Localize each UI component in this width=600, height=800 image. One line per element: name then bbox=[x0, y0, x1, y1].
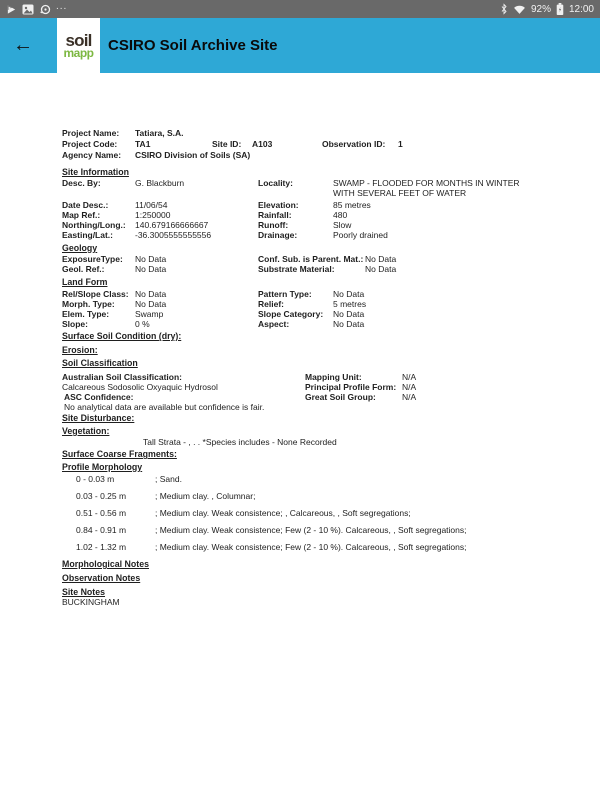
field-label: ASC Confidence: bbox=[64, 392, 134, 402]
layer-depth: 0.03 - 0.25 m bbox=[76, 491, 127, 501]
wifi-icon bbox=[513, 4, 526, 15]
field-value: No Data bbox=[365, 254, 397, 264]
soil-classification-heading: Soil Classification bbox=[62, 358, 138, 368]
morphology-layer-row bbox=[62, 542, 582, 553]
logo-text-soil: soil bbox=[65, 30, 92, 50]
clock-label: 12:00 bbox=[568, 3, 594, 15]
field-label: Aspect: bbox=[258, 319, 290, 329]
back-button[interactable]: ← bbox=[13, 34, 33, 56]
field-value: 11/06/54 bbox=[135, 200, 168, 210]
field-label: Runoff: bbox=[258, 220, 289, 230]
layer-description: ; Medium clay. , Columnar; bbox=[155, 491, 256, 501]
field-label: Pattern Type: bbox=[258, 289, 312, 299]
status-bar-left bbox=[6, 1, 68, 15]
vegetation-row bbox=[62, 437, 582, 448]
field-value: 0 % bbox=[135, 319, 150, 329]
field-value: 1:250000 bbox=[135, 210, 171, 220]
field-value: Tall Strata - , . . *Species includes - None Recorded bbox=[143, 437, 337, 447]
field-label: Project Code: bbox=[62, 139, 118, 149]
app-bar bbox=[0, 18, 600, 73]
morphology-layer-row bbox=[62, 491, 582, 502]
soilmapp-logo bbox=[57, 18, 100, 73]
field-label: Principal Profile Form: bbox=[305, 382, 397, 392]
field-value: No Data bbox=[365, 264, 397, 274]
soil-report-document bbox=[0, 73, 600, 800]
layer-depth: 1.02 - 1.32 m bbox=[76, 542, 127, 552]
layer-depth: 0.51 - 0.56 m bbox=[76, 508, 127, 518]
field-value: TA1 bbox=[135, 139, 151, 149]
field-label: Desc. By: bbox=[62, 178, 101, 188]
layer-description: ; Medium clay. Weak consistence; Few (2 - 10 %). Calcareous, , Soft segregations; bbox=[155, 542, 467, 552]
logo-text-mapp: mapp bbox=[63, 45, 94, 60]
battery-percent-label: 92% bbox=[530, 3, 551, 15]
field-value: 5 metres bbox=[333, 299, 367, 309]
geology-heading: Geology bbox=[62, 243, 98, 253]
profile-morphology-heading: Profile Morphology bbox=[62, 462, 143, 472]
field-label: Locality: bbox=[258, 178, 293, 188]
image-notification-icon bbox=[22, 4, 34, 15]
field-value: 480 bbox=[333, 210, 348, 220]
field-value: No Data bbox=[333, 309, 365, 319]
field-value: N/A bbox=[402, 372, 417, 382]
status-bar-right bbox=[500, 3, 594, 15]
field-value: Tatiara, S.A. bbox=[135, 128, 184, 138]
morphology-layer-row bbox=[62, 474, 582, 485]
field-value: A103 bbox=[252, 139, 273, 149]
battery-icon bbox=[556, 3, 564, 15]
field-value: No analytical data are available but confidence is fair. bbox=[64, 402, 265, 412]
morphological-notes-heading: Morphological Notes bbox=[62, 559, 149, 569]
field-value: SWAMP - FLOODED FOR MONTHS IN WINTER bbox=[333, 178, 520, 188]
field-value: G. Blackburn bbox=[135, 178, 185, 188]
field-label: Rel/Slope Class: bbox=[62, 289, 129, 299]
site-notes-heading: Site Notes bbox=[62, 587, 106, 597]
field-label: Site ID: bbox=[212, 139, 242, 149]
field-label: Observation ID: bbox=[322, 139, 386, 149]
surface-soil-condition-heading: Surface Soil Condition (dry): bbox=[62, 331, 182, 341]
vegetation-heading: Vegetation: bbox=[62, 426, 110, 436]
field-label: Elevation: bbox=[258, 200, 299, 210]
layer-description: ; Sand. bbox=[155, 474, 182, 484]
field-value: 85 metres bbox=[333, 200, 371, 210]
field-value: Swamp bbox=[135, 309, 164, 319]
field-row bbox=[62, 230, 582, 241]
field-label: Project Name: bbox=[62, 128, 120, 138]
agency-name-row bbox=[62, 150, 582, 161]
field-value: N/A bbox=[402, 382, 417, 392]
field-row bbox=[62, 319, 582, 330]
field-value: No Data bbox=[135, 299, 167, 309]
field-label: Agency Name: bbox=[62, 150, 122, 160]
morphology-layer-row bbox=[62, 508, 582, 519]
surface-coarse-fragments-heading: Surface Coarse Fragments: bbox=[62, 449, 177, 459]
field-label: Rainfall: bbox=[258, 210, 292, 220]
field-label: Drainage: bbox=[258, 230, 298, 240]
field-value: WITH SEVERAL FEET OF WATER bbox=[333, 188, 467, 198]
page-title: CSIRO Soil Archive Site bbox=[108, 37, 278, 54]
field-label: Elem. Type: bbox=[62, 309, 110, 319]
field-value: No Data bbox=[333, 319, 365, 329]
field-value: Slow bbox=[333, 220, 352, 230]
field-value: 1 bbox=[398, 139, 403, 149]
status-bar bbox=[0, 0, 600, 18]
field-label: Substrate Material: bbox=[258, 264, 335, 274]
locality-line2-row bbox=[62, 188, 582, 199]
land-form-heading: Land Form bbox=[62, 277, 108, 287]
morphology-layer-row bbox=[62, 525, 582, 536]
field-row bbox=[62, 264, 582, 275]
field-value: -36.3005555555556 bbox=[135, 230, 212, 240]
field-label: Relief: bbox=[258, 299, 284, 309]
project-name-row bbox=[62, 128, 582, 139]
field-label: Geol. Ref.: bbox=[62, 264, 105, 274]
field-value: No Data bbox=[135, 264, 167, 274]
field-value: No Data bbox=[135, 289, 167, 299]
field-value: CSIRO Division of Soils (SA) bbox=[135, 150, 251, 160]
observation-notes-heading: Observation Notes bbox=[62, 573, 141, 583]
site-disturbance-heading: Site Disturbance: bbox=[62, 413, 135, 423]
field-value: No Data bbox=[135, 254, 167, 264]
notification-play-icon bbox=[6, 4, 17, 15]
field-label: ExposureType: bbox=[62, 254, 123, 264]
site-notes-value bbox=[62, 597, 582, 608]
field-value: Calcareous Sodosolic Oxyaquic Hydrosol bbox=[62, 382, 218, 392]
smart-stay-icon bbox=[39, 4, 51, 15]
field-value: 140.679166666667 bbox=[135, 220, 209, 230]
field-label: Slope: bbox=[62, 319, 88, 329]
field-label: Mapping Unit: bbox=[305, 372, 362, 382]
project-code-row bbox=[62, 139, 582, 150]
field-value: No Data bbox=[333, 289, 365, 299]
field-label: Date Desc.: bbox=[62, 200, 109, 210]
erosion-heading: Erosion: bbox=[62, 345, 98, 355]
layer-depth: 0 - 0.03 m bbox=[76, 474, 115, 484]
more-notifications-indicator: ... bbox=[56, 1, 68, 12]
field-label: Conf. Sub. is Parent. Mat.: bbox=[258, 254, 364, 264]
field-value: Poorly drained bbox=[333, 230, 388, 240]
field-label: Great Soil Group: bbox=[305, 392, 376, 402]
bluetooth-icon bbox=[500, 3, 508, 15]
field-label: Slope Category: bbox=[258, 309, 324, 319]
layer-description: ; Medium clay. Weak consistence; Few (2 - 10 %). Calcareous, , Soft segregations; bbox=[155, 525, 467, 535]
field-value: N/A bbox=[402, 392, 417, 402]
field-label: Map Ref.: bbox=[62, 210, 101, 220]
layer-depth: 0.84 - 0.91 m bbox=[76, 525, 127, 535]
field-label: Easting/Lat.: bbox=[62, 230, 114, 240]
layer-description: ; Medium clay. Weak consistence; , Calcareous, , Soft segregations; bbox=[155, 508, 411, 518]
field-label: Northing/Long.: bbox=[62, 220, 126, 230]
field-value: BUCKINGHAM bbox=[62, 597, 120, 607]
site-information-heading: Site Information bbox=[62, 167, 129, 177]
field-label: Morph. Type: bbox=[62, 299, 115, 309]
asc-confidence-value-row bbox=[62, 402, 582, 413]
field-label: Australian Soil Classification: bbox=[62, 372, 182, 382]
